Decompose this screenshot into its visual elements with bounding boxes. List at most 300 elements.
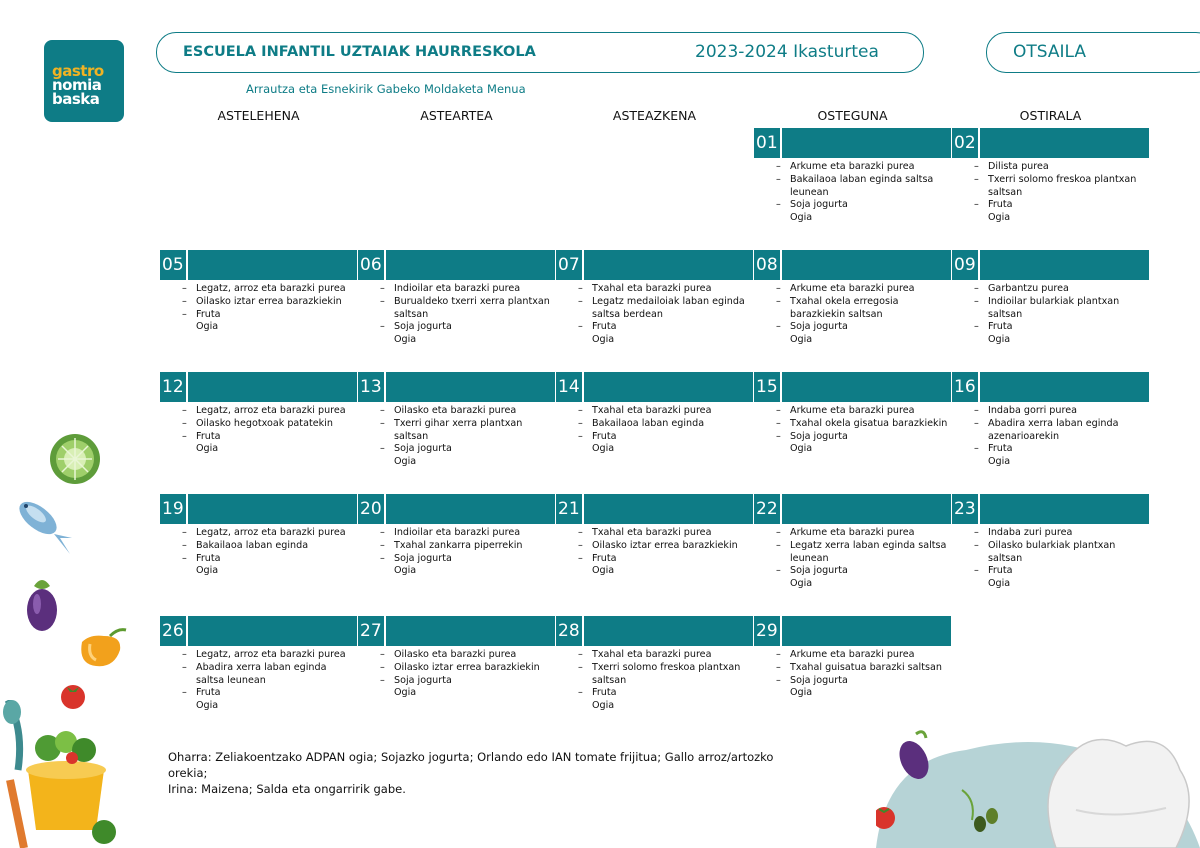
menu-item-text: Ogia	[196, 443, 219, 455]
menu-item	[952, 565, 1149, 578]
menu-item-text: Fruta	[196, 552, 221, 564]
menu-items	[358, 527, 555, 578]
weekday-monday: ASTELEHENA	[217, 108, 300, 123]
day-header	[754, 616, 951, 646]
menu-item-text: Ogia	[592, 700, 615, 712]
menu-item-text: Ogia	[790, 334, 813, 346]
day-number: 02	[952, 128, 978, 158]
day-number: 29	[754, 616, 780, 646]
menu-item	[754, 296, 951, 322]
menu-item	[754, 321, 951, 334]
day-header	[358, 372, 555, 402]
menu-item-dash: –	[776, 295, 781, 307]
day-header	[556, 616, 753, 646]
day-bar	[782, 616, 951, 646]
menu-item-dash: –	[776, 527, 781, 538]
menu-item-dash: –	[776, 565, 781, 577]
day-header	[358, 616, 555, 646]
menu-item	[160, 527, 357, 540]
menu-item	[358, 565, 555, 578]
menu-items	[160, 283, 357, 334]
day-cell	[754, 616, 951, 700]
menu-item	[556, 662, 753, 688]
menu-item-dash: –	[776, 417, 781, 429]
menu-item	[754, 212, 951, 225]
day-number: 13	[358, 372, 384, 402]
menu-item-dash: –	[578, 552, 583, 564]
menu-items	[358, 649, 555, 700]
menu-item-dash: –	[380, 321, 385, 333]
day-header	[160, 494, 357, 524]
menu-item	[358, 675, 555, 688]
menu-items	[754, 405, 951, 456]
day-bar	[188, 494, 357, 524]
logo-line-3: baska	[52, 90, 100, 108]
day-cell	[556, 372, 753, 456]
menu-item	[358, 283, 555, 296]
menu-item-text: Fruta	[988, 443, 1013, 455]
menu-item-text: Garbantzu purea	[988, 283, 1069, 294]
day-number: 01	[754, 128, 780, 158]
menu-item	[556, 700, 753, 713]
menu-item-text: Txahal zankarra piperrekin	[394, 539, 523, 551]
menu-item-text: Txahal eta barazki purea	[592, 527, 712, 538]
menu-item	[358, 321, 555, 334]
menu-item-text: Arkume eta barazki purea	[790, 527, 915, 538]
day-cell	[952, 372, 1149, 469]
menu-item	[754, 283, 951, 296]
menu-items	[358, 283, 555, 347]
menu-item-text: Soja jogurta	[394, 443, 452, 455]
menu-item-dash: –	[578, 417, 583, 429]
day-cell	[952, 494, 1149, 591]
menu-item-text: Txahal okela erregosia barazkiekin saltsan	[790, 295, 899, 320]
menu-item-text: Bakailaoa laban eginda	[592, 417, 705, 429]
menu-item	[754, 199, 951, 212]
menu-item-text: Fruta	[196, 430, 221, 442]
menu-item-text: Ogia	[988, 334, 1011, 346]
menu-item-dash: –	[380, 417, 385, 429]
day-bar	[980, 128, 1149, 158]
day-number: 15	[754, 372, 780, 402]
menu-item-dash: –	[776, 539, 781, 551]
day-cell	[160, 494, 357, 578]
menu-item-text: Burualdeko txerri xerra plantxan saltsan	[394, 295, 550, 320]
menu-item	[556, 405, 753, 418]
menu-item-dash: –	[776, 661, 781, 673]
menu-item-text: Ogia	[394, 565, 417, 577]
day-cell	[358, 616, 555, 700]
menu-item-text: Ogia	[196, 321, 219, 333]
day-header	[358, 494, 555, 524]
menu-item-text: Ogia	[790, 443, 813, 455]
menu-item	[358, 662, 555, 675]
allergen-note	[168, 749, 788, 797]
day-bar	[782, 372, 951, 402]
menu-item-dash: –	[182, 527, 187, 538]
menu-item-dash: –	[578, 527, 583, 538]
menu-item-text: Txahal eta barazki purea	[592, 649, 712, 660]
day-header	[556, 494, 753, 524]
menu-item-dash: –	[380, 405, 385, 416]
menu-item	[556, 565, 753, 578]
menu-item	[358, 456, 555, 469]
menu-item-text: Arkume eta barazki purea	[790, 161, 915, 172]
day-bar	[980, 372, 1149, 402]
day-bar	[188, 250, 357, 280]
day-bar	[782, 494, 951, 524]
chef-hat-illustration	[876, 720, 1200, 848]
menu-item-text: Soja jogurta	[394, 674, 452, 686]
menu-item	[952, 321, 1149, 334]
menu-item	[754, 578, 951, 591]
menu-item-text: Oilasko iztar errea barazkiekin	[394, 661, 540, 673]
menu-item-text: Txahal eta barazki purea	[592, 405, 712, 416]
menu-item-text: Txahal okela gisatua barazkiekin	[790, 417, 948, 429]
day-number: 23	[952, 494, 978, 524]
day-bar	[386, 494, 555, 524]
menu-item-text: Abadira xerra laban eginda azenarioarekin	[988, 417, 1119, 442]
day-cell	[358, 250, 555, 347]
menu-item-text: Abadira xerra laban eginda saltsa leunean	[196, 661, 327, 686]
menu-item-text: Indaba gorri purea	[988, 405, 1077, 416]
day-header	[952, 494, 1149, 524]
weekday-wednesday: ASTEAZKENA	[612, 108, 697, 123]
day-cell	[556, 494, 753, 578]
menu-items	[556, 649, 753, 713]
menu-item-dash: –	[182, 552, 187, 564]
menu-item-dash: –	[380, 674, 385, 686]
school-name: ESCUELA INFANTIL UZTAIAK HAURRESKOLA	[183, 44, 536, 60]
menu-item	[754, 675, 951, 688]
lettuce-illustration	[48, 432, 102, 486]
menu-items	[358, 405, 555, 469]
menu-item-dash: –	[578, 687, 583, 699]
menu-item	[556, 540, 753, 553]
menu-item-dash: –	[776, 649, 781, 660]
brand-logo	[44, 40, 124, 122]
menu-item-text: Soja jogurta	[790, 199, 848, 211]
menu-item-dash: –	[776, 674, 781, 686]
month-name: OTSAILA	[1013, 42, 1087, 62]
menu-item-text: Indioilar bularkiak plantxan saltsan	[988, 295, 1120, 320]
menu-item	[160, 418, 357, 431]
menu-item-dash: –	[776, 173, 781, 185]
menu-item-text: Dilista purea	[988, 161, 1049, 172]
menu-items	[754, 527, 951, 591]
menu-item	[952, 161, 1149, 174]
day-bar	[188, 372, 357, 402]
day-bar	[584, 494, 753, 524]
day-number: 16	[952, 372, 978, 402]
menu-item-text: Ogia	[394, 687, 417, 699]
menu-item	[556, 527, 753, 540]
menu-item-text: Oilasko eta barazki purea	[394, 649, 517, 660]
menu-item-dash: –	[380, 649, 385, 660]
weekday-friday: OSTIRALA	[1019, 108, 1082, 123]
day-cell	[160, 372, 357, 456]
note-line-2: Irina: Maizena; Salda eta ongarririk gabe.	[168, 782, 406, 796]
menu-item	[754, 161, 951, 174]
menu-item-text: Fruta	[196, 308, 221, 320]
day-header	[160, 616, 357, 646]
menu-item	[754, 174, 951, 200]
logo-line-1: gastro	[52, 62, 104, 80]
menu-item-dash: –	[578, 649, 583, 660]
menu-item-text: Ogia	[790, 212, 813, 224]
menu-item-text: Ogia	[592, 565, 615, 577]
menu-item-dash: –	[182, 308, 187, 320]
menu-item-dash: –	[974, 539, 979, 551]
menu-item-text: Arkume eta barazki purea	[790, 283, 915, 294]
menu-item	[160, 662, 357, 688]
menu-item-text: Fruta	[592, 321, 617, 333]
day-cell	[160, 250, 357, 334]
menu-item-text: Fruta	[592, 552, 617, 564]
day-header	[358, 250, 555, 280]
menu-item	[358, 553, 555, 566]
menu-item	[754, 565, 951, 578]
menu-item	[754, 431, 951, 444]
menu-item-text: Oilasko bularkiak plantxan saltsan	[988, 539, 1116, 564]
menu-item-dash: –	[776, 283, 781, 294]
menu-item-dash: –	[974, 527, 979, 538]
school-year: 2023-2024 Ikasturtea	[695, 42, 879, 62]
day-cell	[358, 372, 555, 469]
weekday-thursday: OSTEGUNA	[817, 108, 888, 123]
day-bar	[980, 494, 1149, 524]
menu-item	[160, 296, 357, 309]
day-bar	[584, 372, 753, 402]
menu-item	[952, 296, 1149, 322]
day-header	[160, 250, 357, 280]
weekday-tuesday: ASTEARTEA	[420, 108, 493, 123]
menu-item	[160, 540, 357, 553]
menu-item	[754, 527, 951, 540]
menu-item-text: Oilasko hegotxoak patatekin	[196, 417, 333, 429]
menu-item	[556, 649, 753, 662]
menu-item-text: Soja jogurta	[790, 565, 848, 577]
menu-item-dash: –	[380, 527, 385, 538]
day-bar	[782, 250, 951, 280]
menu-item-text: Ogia	[988, 212, 1011, 224]
menu-item-text: Oilasko eta barazki purea	[394, 405, 517, 416]
menu-item	[358, 296, 555, 322]
menu-item	[952, 578, 1149, 591]
menu-item-text: Oilasko iztar errea barazkiekin	[196, 295, 342, 307]
logo-line-2: nomia	[52, 76, 102, 94]
menu-item	[952, 334, 1149, 347]
day-number: 22	[754, 494, 780, 524]
menu-item-dash: –	[578, 295, 583, 307]
menu-item	[754, 687, 951, 700]
menu-item-text: Arkume eta barazki purea	[790, 405, 915, 416]
menu-item-text: Indioilar eta barazki purea	[394, 527, 521, 538]
menu-item	[160, 443, 357, 456]
menu-items	[160, 527, 357, 578]
menu-item	[358, 443, 555, 456]
menu-item-text: Bakailaoa laban eginda	[196, 539, 309, 551]
day-header	[952, 250, 1149, 280]
eggplant-illustration	[22, 572, 64, 634]
menu-item-dash: –	[182, 649, 187, 660]
menu-item-text: Ogia	[394, 456, 417, 468]
menu-item-text: Indaba zuri purea	[988, 527, 1073, 538]
menu-item	[556, 418, 753, 431]
menu-item-dash: –	[776, 199, 781, 211]
menu-item	[358, 418, 555, 444]
day-bar	[584, 250, 753, 280]
menu-item	[952, 405, 1149, 418]
menu-item-text: Fruta	[988, 199, 1013, 211]
day-number: 14	[556, 372, 582, 402]
menu-item-text: Arkume eta barazki purea	[790, 649, 915, 660]
day-bar	[386, 616, 555, 646]
menu-item-text: Fruta	[988, 321, 1013, 333]
day-number: 08	[754, 250, 780, 280]
menu-item-text: Txerri solomo freskoa plantxan saltsan	[592, 661, 741, 686]
menu-item-dash: –	[578, 321, 583, 333]
menu-item-dash: –	[182, 283, 187, 294]
day-header	[556, 250, 753, 280]
day-header	[754, 372, 951, 402]
day-bar	[386, 250, 555, 280]
menu-item	[754, 540, 951, 566]
day-number: 27	[358, 616, 384, 646]
menu-items	[952, 161, 1149, 225]
menu-item-dash: –	[974, 565, 979, 577]
day-cell	[754, 250, 951, 347]
menu-item	[160, 700, 357, 713]
fish-illustration	[10, 494, 76, 558]
day-number: 07	[556, 250, 582, 280]
note-line-1: Oharra: Zeliakoentzako ADPAN ogia; Sojazko jogurta; Orlando edo IAN tomate frijitua; Gallo arroz/artozko orekia;	[168, 750, 774, 780]
menu-item	[358, 540, 555, 553]
pepper-illustration	[74, 624, 130, 670]
menu-item-dash: –	[380, 552, 385, 564]
day-bar	[386, 372, 555, 402]
menu-item	[556, 283, 753, 296]
day-number: 28	[556, 616, 582, 646]
menu-item	[160, 283, 357, 296]
menu-item-text: Soja jogurta	[790, 430, 848, 442]
day-cell	[160, 616, 357, 713]
menu-items	[952, 283, 1149, 347]
menu-item	[556, 687, 753, 700]
menu-item-text: Ogia	[196, 565, 219, 577]
day-header	[952, 128, 1149, 158]
menu-items	[754, 649, 951, 700]
menu-items	[160, 405, 357, 456]
menu-items	[556, 527, 753, 578]
menu-item-dash: –	[380, 443, 385, 455]
menu-item-text: Txahal eta barazki purea	[592, 283, 712, 294]
menu-item-dash: –	[776, 405, 781, 416]
menu-items	[952, 527, 1149, 591]
day-number: 21	[556, 494, 582, 524]
menu-item-dash: –	[974, 443, 979, 455]
menu-item-text: Ogia	[592, 443, 615, 455]
menu-item-text: Fruta	[196, 687, 221, 699]
menu-item-text: Legatz, arroz eta barazki purea	[196, 649, 346, 660]
day-cell	[754, 128, 951, 225]
day-header	[952, 372, 1149, 402]
menu-item-dash: –	[974, 295, 979, 307]
menu-item	[556, 553, 753, 566]
menu-item-text: Soja jogurta	[394, 552, 452, 564]
menu-item	[160, 687, 357, 700]
menu-item	[952, 174, 1149, 200]
menu-item-dash: –	[182, 661, 187, 673]
menu-item-text: Bakailaoa laban eginda saltsa leunean	[790, 173, 934, 198]
menu-item-dash: –	[182, 295, 187, 307]
menu-item-dash: –	[380, 539, 385, 551]
menu-item-text: Legatz, arroz eta barazki purea	[196, 405, 346, 416]
menu-item-text: Soja jogurta	[790, 674, 848, 686]
day-number: 19	[160, 494, 186, 524]
menu-item-text: Legatz, arroz eta barazki purea	[196, 527, 346, 538]
menu-item	[952, 456, 1149, 469]
menu-item-dash: –	[182, 687, 187, 699]
menu-item-dash: –	[578, 430, 583, 442]
menu-item	[556, 443, 753, 456]
menu-item-text: Ogia	[988, 578, 1011, 590]
menu-item-dash: –	[974, 283, 979, 294]
menu-item-text: Ogia	[394, 334, 417, 346]
menu-item-dash: –	[182, 417, 187, 429]
menu-item-dash: –	[380, 661, 385, 673]
menu-item-dash: –	[182, 405, 187, 416]
day-cell	[358, 494, 555, 578]
day-header	[754, 494, 951, 524]
day-bar	[188, 616, 357, 646]
menu-item-text: Legatz medailoiak laban eginda saltsa berdean	[592, 295, 745, 320]
menu-item	[556, 321, 753, 334]
menu-item-dash: –	[578, 405, 583, 416]
menu-item-text: Txerri gihar xerra plantxan saltsan	[394, 417, 523, 442]
menu-item-dash: –	[974, 161, 979, 172]
menu-item	[952, 443, 1149, 456]
menu-item	[952, 283, 1149, 296]
day-number: 26	[160, 616, 186, 646]
menu-item	[358, 527, 555, 540]
menu-item-dash: –	[974, 405, 979, 416]
menu-item	[358, 649, 555, 662]
day-number: 05	[160, 250, 186, 280]
menu-item-text: Oilasko iztar errea barazkiekin	[592, 539, 738, 551]
menu-item-dash: –	[578, 539, 583, 551]
menu-item-dash: –	[974, 417, 979, 429]
menu-item	[952, 418, 1149, 444]
day-bar	[584, 616, 753, 646]
menu-item-text: Ogia	[790, 687, 813, 699]
menu-item-dash: –	[776, 321, 781, 333]
menu-item-text: Fruta	[592, 687, 617, 699]
title-banner	[156, 32, 924, 73]
menu-item	[556, 431, 753, 444]
menu-item	[358, 687, 555, 700]
menu-item-dash: –	[182, 539, 187, 551]
menu-item-text: Fruta	[988, 565, 1013, 577]
menu-item-dash: –	[974, 173, 979, 185]
month-banner	[986, 32, 1200, 73]
menu-item	[952, 212, 1149, 225]
menu-item-text: Ogia	[790, 578, 813, 590]
menu-item-text: Ogia	[988, 456, 1011, 468]
day-header	[160, 372, 357, 402]
menu-item-text: Txahal guisatua barazki saltsan	[790, 661, 942, 673]
menu-item-text: Indioilar eta barazki purea	[394, 283, 521, 294]
